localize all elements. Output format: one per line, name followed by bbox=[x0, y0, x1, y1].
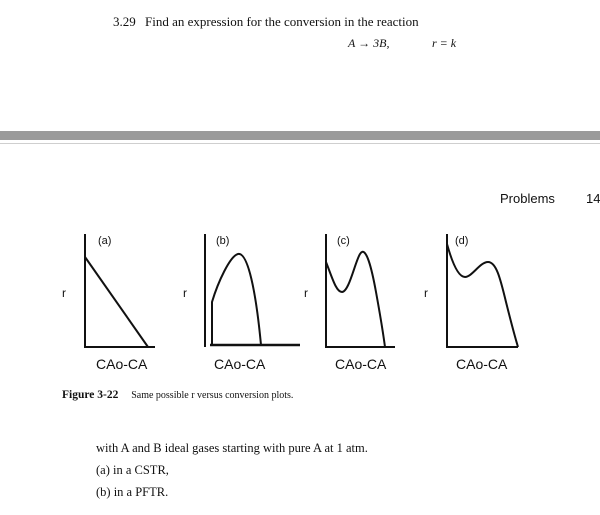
plot-a bbox=[84, 234, 155, 347]
problem-text: Find an expression for the conversion in the reaction bbox=[145, 14, 419, 29]
reaction-equation: A → 3B, bbox=[348, 36, 390, 50]
plot-a-x-label: CAo-CA bbox=[96, 356, 148, 372]
figure-plots bbox=[60, 222, 540, 382]
plot-b-y-label: r bbox=[183, 286, 187, 300]
body-item-b: (b) in a PFTR. bbox=[96, 485, 169, 499]
plot-b-curve bbox=[212, 254, 261, 345]
plot-b-label: (b) bbox=[216, 235, 230, 247]
plot-c-label: (c) bbox=[337, 235, 350, 247]
plot-d-label: (d) bbox=[455, 235, 469, 247]
plot-d bbox=[446, 234, 518, 347]
plot-c-x-label: CAo-CA bbox=[335, 356, 387, 372]
plot-d-y-label: r bbox=[424, 286, 428, 300]
plot-a-label: (a) bbox=[98, 235, 112, 247]
rate-expression: r = k bbox=[432, 36, 457, 50]
figure-caption-text: Same possible r versus conversion plots. bbox=[131, 390, 294, 401]
plot-a-y-label: r bbox=[62, 286, 66, 300]
plot-a-curve bbox=[85, 257, 148, 347]
plot-b-x-label: CAo-CA bbox=[214, 356, 266, 372]
figure-caption bbox=[62, 389, 293, 401]
problem-statement bbox=[113, 14, 419, 30]
page-number: 14 bbox=[586, 191, 600, 206]
plot-d-curve bbox=[447, 244, 518, 347]
plot-c bbox=[325, 234, 395, 347]
figure-label: Figure 3-22 bbox=[62, 389, 119, 401]
plot-c-y-label: r bbox=[304, 286, 308, 300]
page-separator-line bbox=[0, 143, 600, 144]
figure-plots-svg bbox=[60, 222, 540, 377]
plot-b bbox=[205, 234, 300, 347]
page-separator bbox=[0, 131, 600, 140]
body-item-a: (a) in a CSTR, bbox=[96, 463, 169, 477]
running-header-title: Problems bbox=[500, 191, 555, 206]
plot-d-x-label: CAo-CA bbox=[456, 356, 508, 372]
plot-c-curve bbox=[326, 252, 385, 347]
body-line-gases: with A and B ideal gases starting with pure A at 1 atm. bbox=[96, 441, 368, 455]
problem-number: 3.29 bbox=[113, 14, 136, 29]
